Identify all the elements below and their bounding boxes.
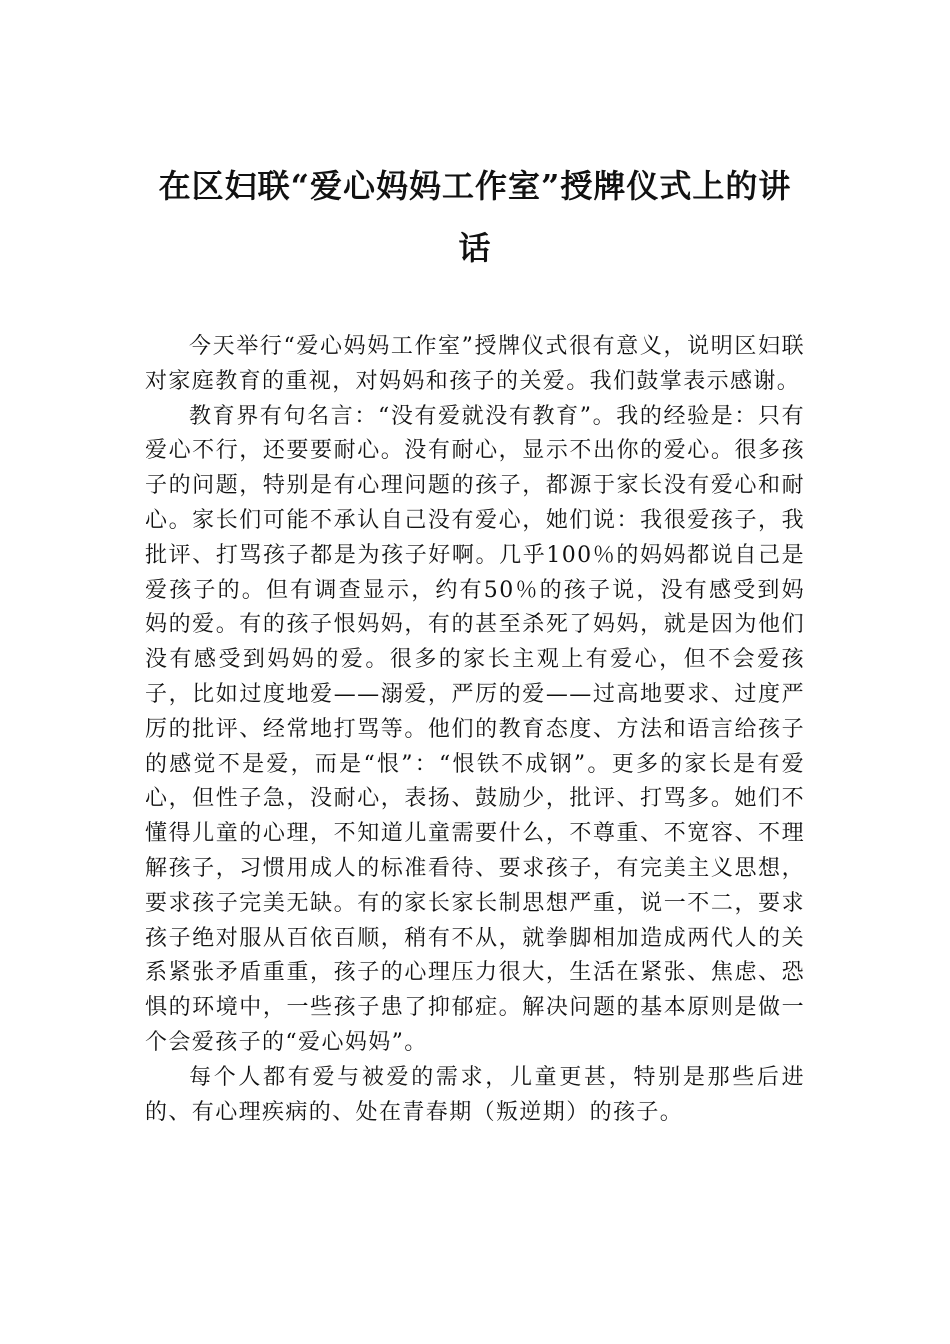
paragraph-1: 今天举行“爱心妈妈工作室”授牌仪式很有意义，说明区妇联对家庭教育的重视，对妈妈和孩子的关爱。我们鼓掌表示感谢。 <box>145 334 805 394</box>
document-title: 在区妇联“爱心妈妈工作室”授牌仪式上的讲话 <box>158 167 792 267</box>
document-body <box>145 330 805 1130</box>
paragraph-2: 教育界有句名言：“没有爱就没有教育”。我的经验是：只有爱心不行，还要要耐心。没有耐心，显示不出你的爱心。很多孩子的问题，特别是有心理问题的孩子，都源于家长没有爱心和耐心。家长们可能不承认自己没有爱心，她们说：我很爱孩子，我批评、打骂孩子都是为孩子好啊。几乎100％的妈妈都说自己是爱孩子的。但有调查显示，约有50％的孩子说，没有感受到妈妈的爱。有的孩子恨妈妈，有的甚至杀死了妈妈，就是因为他们没有感受到妈妈的爱。很多的家长主观上有爱心，但不会爱孩子，比如过度地爱——溺爱，严厉的爱——过高地要求、过度严厉的批评、经常地打骂等。他们的教育态度、方法和语言给孩子的感觉不是爱，而是“恨”：“恨铁不成钢”。更多的家长是有爱心，但性子急，没耐心，表扬、鼓励少，批评、打骂多。她们不懂得儿童的心理，不知道儿童需要什么，不尊重、不宽容、不理解孩子，习惯用成人的标准看待、要求孩子，有完美主义思想，要求孩子完美无缺。有的家长家长制思想严重，说一不二，要求孩子绝对服从百依百顺，稍有不从，就拳脚相加造成两代人的关系紧张矛盾重重，孩子的心理压力很大，生活在紧张、焦虑、恐惧的环境中，一些孩子患了抑郁症。解决问题的基本原则是做一个会爱孩子的“爱心妈妈”。 <box>145 403 805 1055</box>
paragraph-3: 每个人都有爱与被爱的需求，儿童更甚，特别是那些后进的、有心理疾病的、处在青春期（叛逆期）的孩子。 <box>145 1064 805 1125</box>
